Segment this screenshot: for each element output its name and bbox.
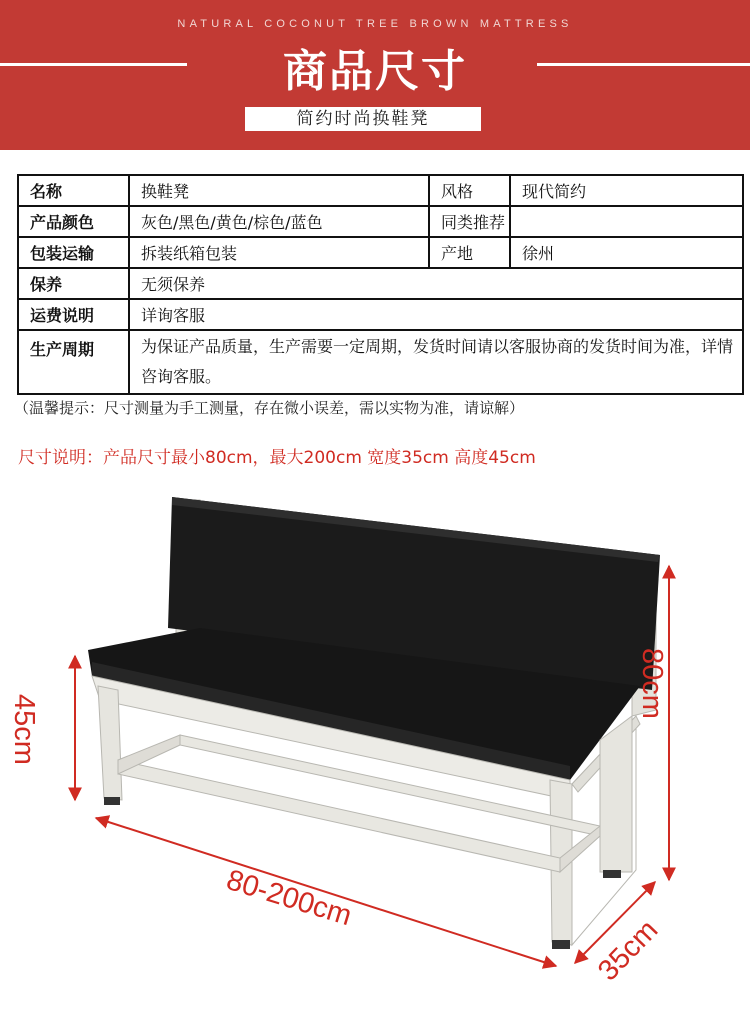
table-row	[18, 299, 743, 330]
header-banner	[0, 0, 750, 150]
spec-label: 保养	[18, 268, 129, 299]
spec-value: 灰色/黑色/黄色/棕色/蓝色	[129, 206, 429, 237]
spec-value: 现代简约	[510, 175, 743, 206]
dimension-label-seat-height: 45cm	[8, 694, 40, 765]
spec-value: 为保证产品质量，生产需要一定周期，发货时间请以客服协商的发货时间为准，详情咨询客服。	[129, 330, 743, 394]
measurement-tip: （温馨提示：尺寸测量为手工测量，存在微小误差，需以实物为准，请谅解）	[14, 399, 525, 417]
spec-label: 包装运输	[18, 237, 129, 268]
spec-table	[17, 174, 744, 395]
dimension-label-depth: 35cm	[592, 913, 665, 988]
page-subtitle: 简约时尚换鞋凳	[245, 107, 481, 131]
spec-label: 产品颜色	[18, 206, 129, 237]
dimension-label-length: 80-200cm	[222, 864, 356, 933]
size-note: 尺寸说明：产品尺寸最小80cm，最大200cm 宽度35cm 高度45cm	[18, 448, 536, 468]
spec-value: 徐州	[510, 237, 743, 268]
spec-value: 换鞋凳	[129, 175, 429, 206]
spec-value	[510, 206, 743, 237]
spec-label: 生产周期	[18, 330, 129, 394]
spec-label: 产地	[429, 237, 510, 268]
spec-label: 风格	[429, 175, 510, 206]
page-title: 商品尺寸	[283, 46, 467, 97]
table-row	[18, 206, 743, 237]
spec-value: 详询客服	[129, 299, 743, 330]
table-row	[18, 268, 743, 299]
spec-label: 名称	[18, 175, 129, 206]
table-row	[18, 330, 743, 394]
spec-value: 拆装纸箱包装	[129, 237, 429, 268]
spec-label: 同类推荐	[429, 206, 510, 237]
spec-label: 运费说明	[18, 299, 129, 330]
table-row	[18, 237, 743, 268]
bench-illustration	[0, 480, 750, 1015]
table-row	[18, 175, 743, 206]
dimension-label-back-height: 80cm	[636, 648, 668, 719]
spec-value: 无须保养	[129, 268, 743, 299]
english-tagline: NATURAL COCONUT TREE BROWN MATTRESS	[177, 18, 573, 30]
